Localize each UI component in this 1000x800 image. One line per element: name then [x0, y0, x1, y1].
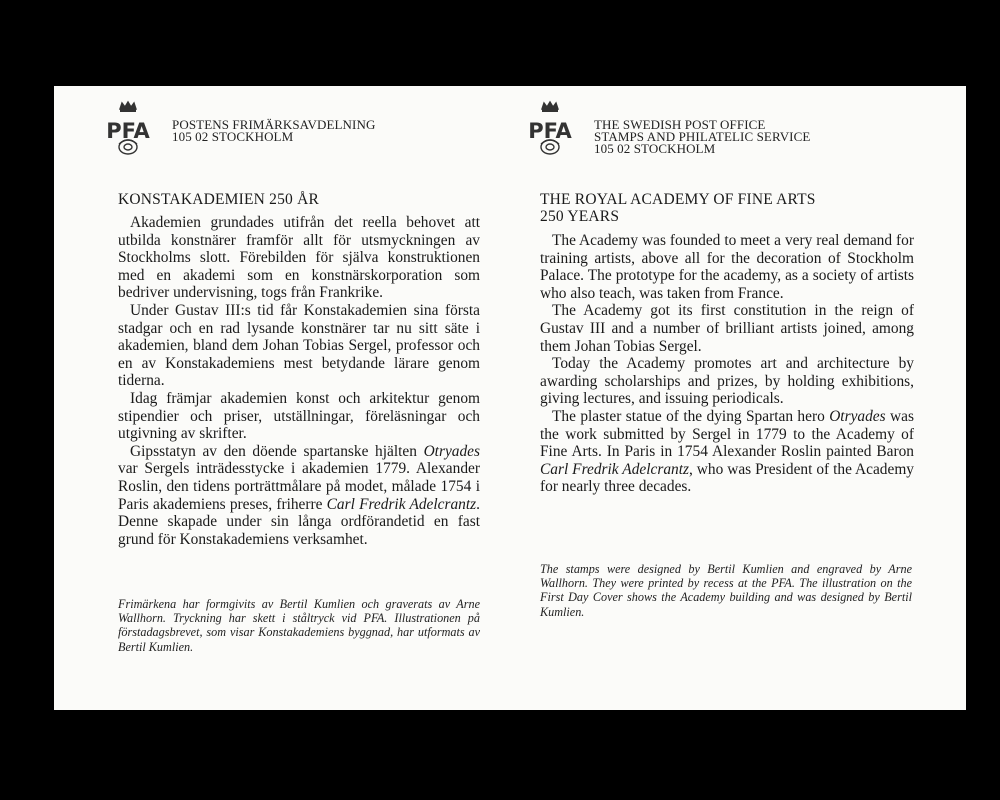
english-credit: The stamps were designed by Bertil Kumlien and engraved by Arne Wallhorn. They were printed by recess at the PFA. The illustration on the First Day Cover shows the Academy building and was designed by Bertil Kumlien.: [540, 562, 912, 619]
english-title-line: THE ROYAL ACADEMY OF FINE ARTS: [540, 191, 816, 208]
text-run: . Denne skapade under sin långa ordförandetid en fast grund för Konstakademiens verksamhet.: [118, 495, 480, 548]
swedish-title: KONSTAKADEMIEN 250 ÅR: [118, 191, 320, 208]
body-paragraph: [540, 302, 914, 355]
english-title-line: 250 YEARS: [540, 208, 620, 225]
left-address: [172, 119, 375, 143]
body-paragraph: [540, 408, 914, 496]
swedish-body-text: [118, 214, 480, 548]
italic-name: Otryades: [423, 442, 480, 460]
italic-name: Otryades: [829, 407, 886, 425]
body-paragraph: [118, 390, 480, 443]
right-address: [594, 119, 810, 155]
body-paragraph: [540, 232, 914, 302]
italic-name: Carl Fredrik Adelcrantz: [326, 495, 477, 513]
left-header: [98, 100, 518, 160]
pfa-crown-horn-logo-icon: [98, 100, 158, 158]
swedish-credit: Frimärkena har formgivits av Bertil Kumlien och graverats av Arne Wallhorn. Tryckning har skett i ståltryck vid PFA. Illustrationen på förstadagsbrevet, som visar Konstakademiens byggnad, har utformats av Bertil Kumlien.: [118, 597, 480, 654]
text-run: was the work submitted by Sergel in 1779 to the Academy of Fine Arts. In Paris in 1754 Alexander Roslin painted Baron: [540, 407, 914, 461]
right-header: [520, 100, 940, 160]
address-line: POSTENS FRIMÄRKSAVDELNING: [172, 117, 376, 132]
pfa-crown-horn-logo-icon: [520, 100, 580, 158]
text-run: Gipsstatyn av den döende spartanske hjälten: [130, 442, 424, 460]
text-run: Today the Academy promotes art and architecture by awarding scholarships and prizes, by holding exhibitions, giving lectures, and issuing periodicals.: [540, 355, 914, 408]
text-run: Under Gustav III:s tid får Konstakademien sina första stadgar och en rad lysande konstnärer tar nu sitt säte i akademien, bland dem Johan Tobias Sergel, professor och en av Konstakademiens mest betydande lärare genom tiderna.: [118, 301, 480, 390]
swedish-column: [106, 86, 480, 710]
body-paragraph: [118, 214, 480, 302]
text-run: The Academy was founded to meet a very real demand for training artists, above all for the decoration of Stockholm Palace. The prototype for the academy, as a society of artists who also teach, was taken from France.: [540, 232, 914, 302]
italic-name: Carl Fredrik Adelcrantz: [540, 460, 689, 478]
text-run: The plaster statue of the dying Spartan hero: [552, 407, 830, 425]
text-run: , who was President of the Academy for nearly three decades.: [540, 460, 915, 496]
svg-text:PFA: PFA: [528, 119, 572, 143]
text-run: var Sergels inträdesstycke i akademien 1779. Alexander Roslin, den tidens porträttmålare på modet, målade 1754 i Paris akademiens preses, friherre: [118, 460, 480, 513]
body-paragraph: [540, 355, 914, 408]
body-paragraph: [118, 302, 480, 390]
address-line: THE SWEDISH POST OFFICE: [594, 117, 766, 132]
address-line: STAMPS AND PHILATELIC SERVICE: [594, 129, 811, 144]
address-line: 105 02 STOCKHOLM: [172, 129, 294, 144]
text-run: The Academy got its first constitution in the reign of Gustav III and a number of brilliant artists joined, among them Johan Tobias Sergel.: [540, 302, 914, 355]
svg-text:PFA: PFA: [106, 119, 150, 143]
text-run: Idag främjar akademien konst och arkitektur genom stipendier och priser, utställningar, föreläsningar och utgivning av skrifter.: [118, 389, 480, 443]
english-title: [540, 191, 816, 225]
address-line: 105 02 STOCKHOLM: [594, 141, 716, 156]
leaflet-card: [54, 86, 966, 710]
text-run: Akademien grundades utifrån det reella behovet att utbilda konstnärer framför allt för utsmyckningen av Stockholms slott. Förebilden för själva konstruktionen med en akademi som en konstnärskorporation som bedriver undervisning, togs från Frankrike.: [118, 214, 480, 302]
english-column: [528, 86, 916, 710]
english-body-text: [540, 232, 914, 496]
body-paragraph: [118, 443, 480, 549]
